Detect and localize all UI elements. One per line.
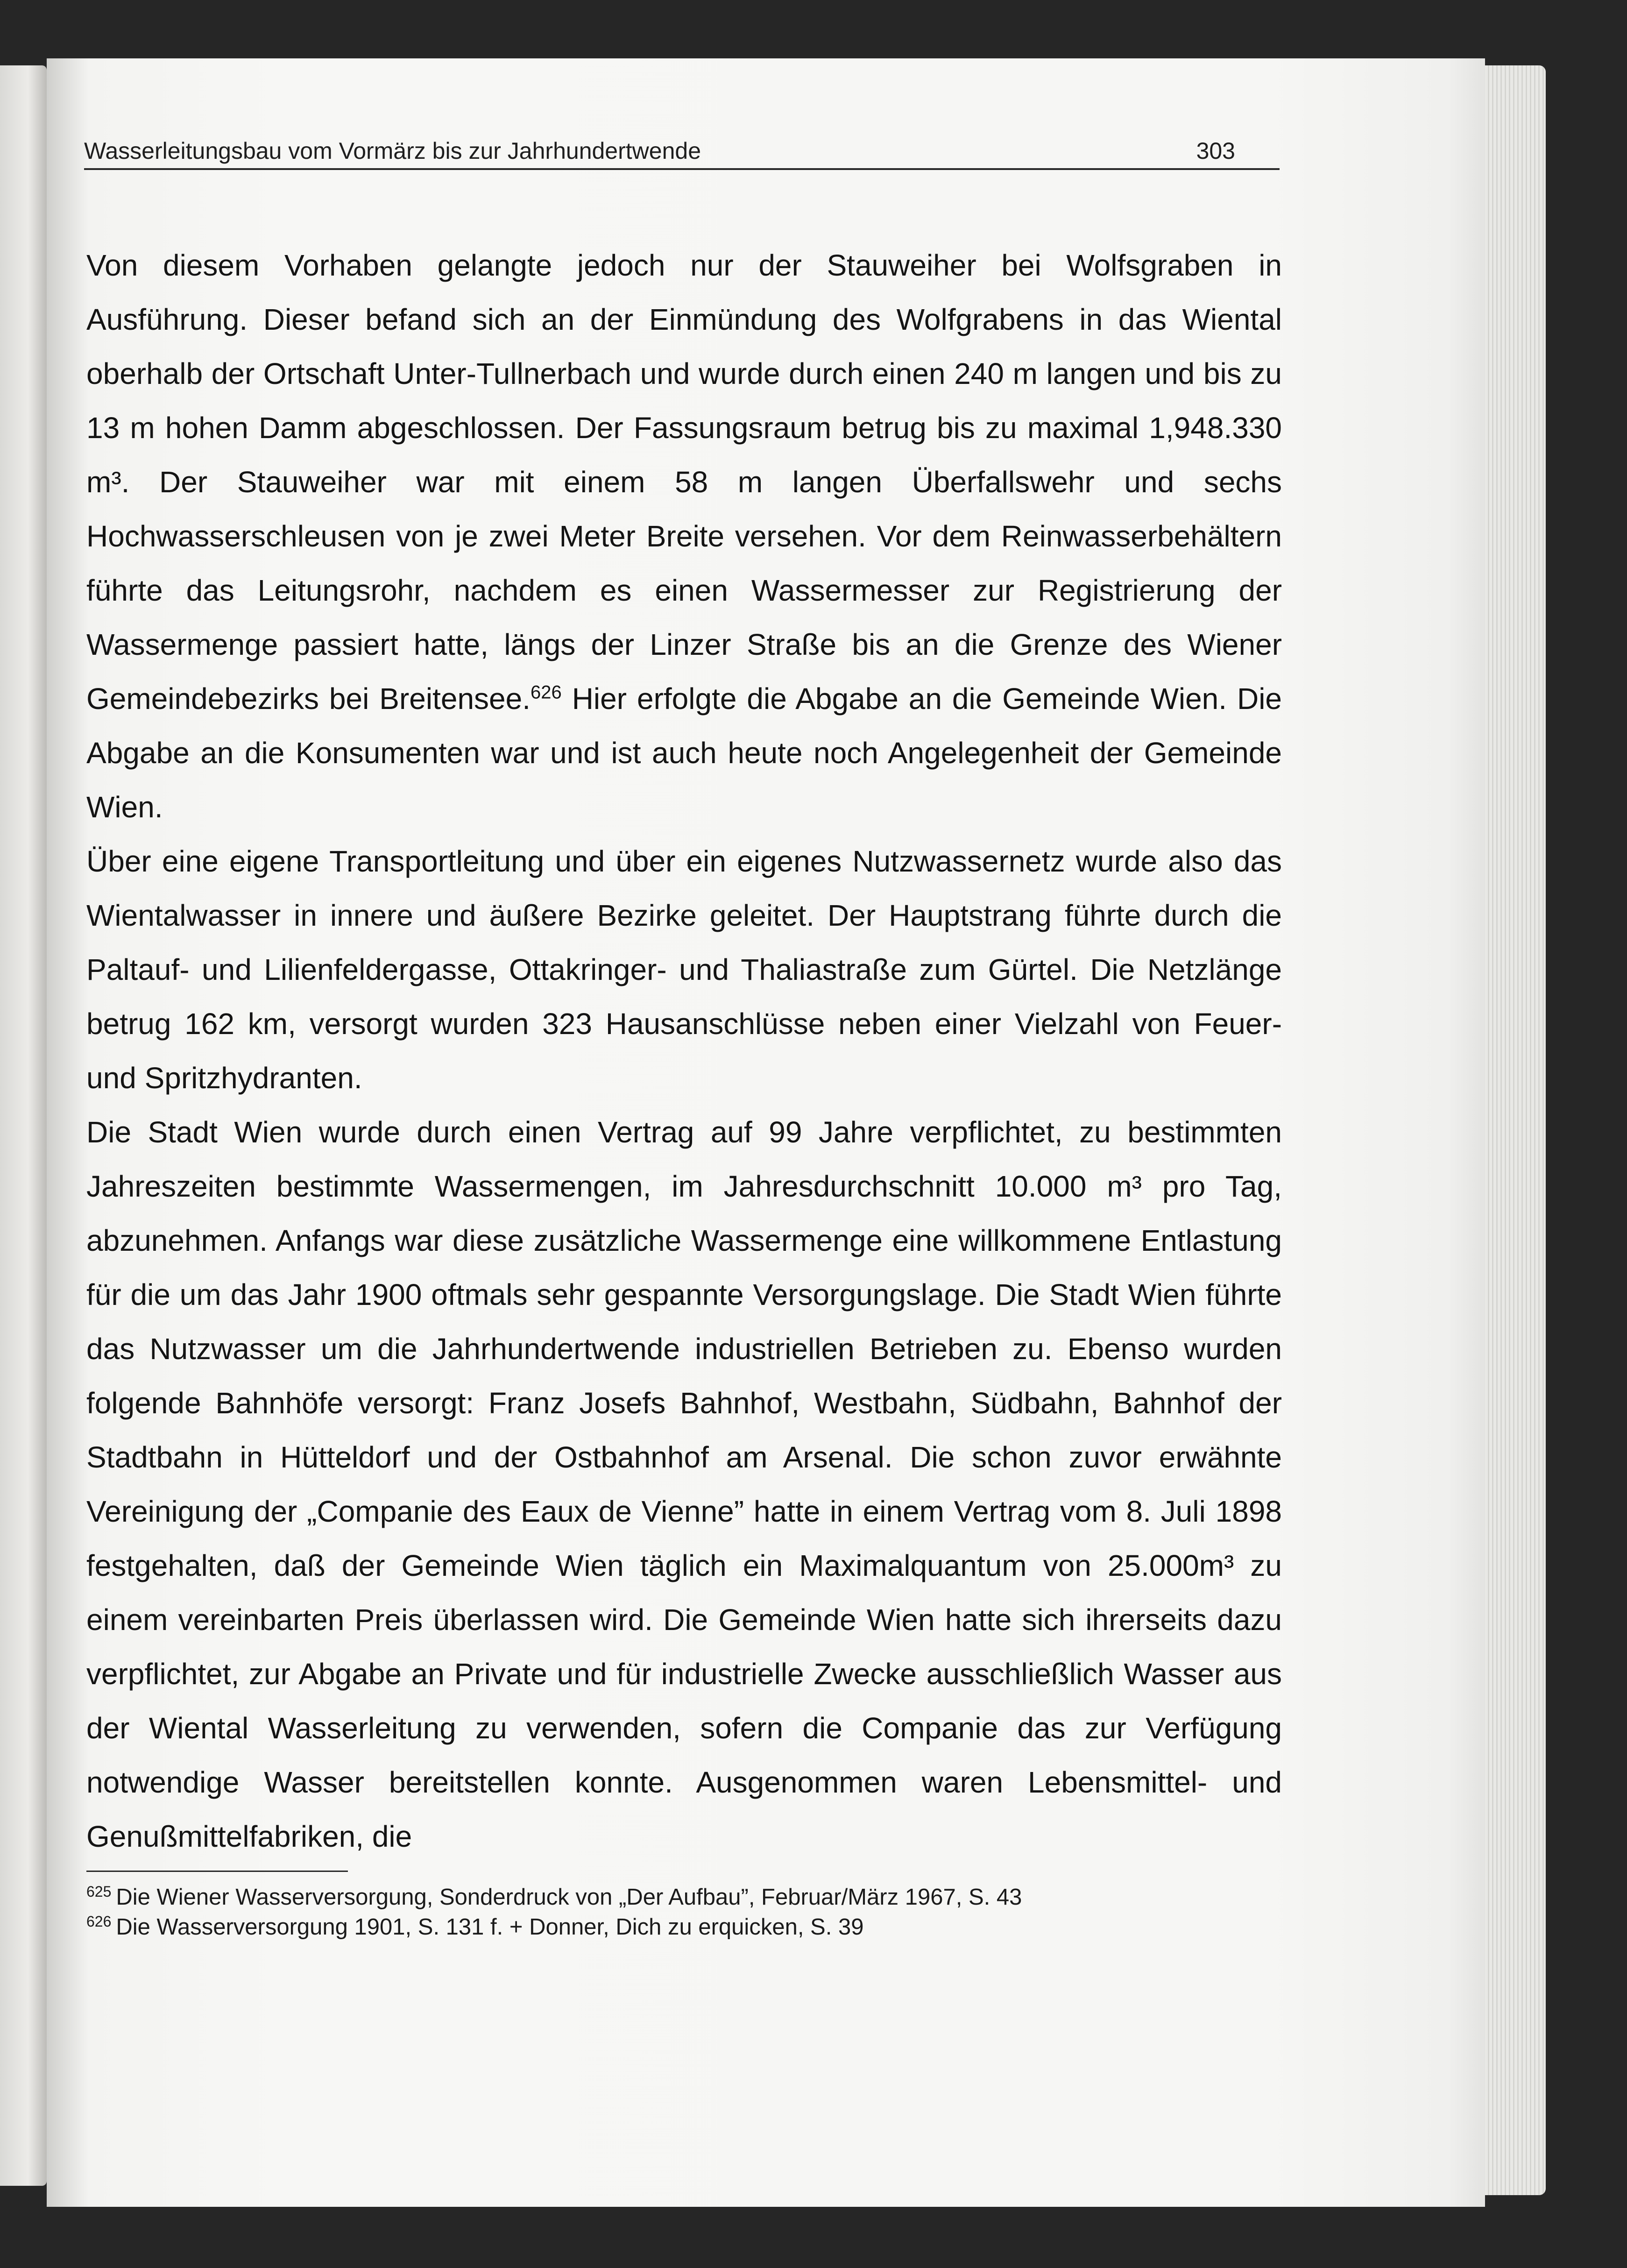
- paragraph-1-text: Von diesem Vorhaben gelangte jedoch nur der Stauweiher bei Wolfsgraben in Ausführung. Dieser befand sich an der Einmündung des Wolfgrabens in das Wiental oberhalb der Ortschaft Unter-Tullnerbach und wurde durch einen 240 m langen und bis zu 13 m hohen Damm abgeschlossen. Der Fassungsraum betrug bis zu maximal 1,948.330 m³. Der Stauweiher war mit einem 58 m langen Überfallswehr und sechs Hochwasserschleusen von je zwei Meter Breite versehen. Vor dem Reinwasserbehältern führte das Leitungsrohr, nachdem es einen Wassermesser zur Registrierung der Wassermenge passiert hatte, längs der Linzer Straße bis an die Grenze des Wiener Gemeindebezirks bei Breitensee.: [86, 248, 1282, 716]
- paragraph-2: Über eine eigene Transportleitung und über ein eigenes Nutzwassernetz wurde also das Wientalwasser in innere und äußere Bezirke geleitet. Der Hauptstrang führte durch die Paltauf- und Lilienfeldergasse, Ottakringer- und Thaliastraße zum Gürtel. Die Netzlänge betrug 162 km, versorgt wurden 323 Hausanschlüsse neben einer Vielzahl von Feuer- und Spritzhydranten.: [86, 844, 1282, 1095]
- footnote-625: [86, 1882, 1282, 1912]
- page-number: 303: [1196, 138, 1235, 164]
- paragraph-1: [86, 238, 1282, 834]
- footnote-number: 626: [86, 1913, 112, 1930]
- paragraph-1-continuation: Hier erfolgte die Abgabe an die Gemeinde Wien. Die Abgabe an die Konsumenten war und ist auch heute noch Angelegenheit der Gemeinde Wien.: [86, 682, 1282, 824]
- running-title: Wasserleitungsbau vom Vormärz bis zur Jahrhundertwende: [84, 138, 701, 164]
- page-header: [84, 131, 1280, 170]
- page-stack-edges: [1485, 65, 1546, 2195]
- facing-page-edge: [0, 65, 47, 2186]
- footnote-text: Die Wiener Wasserversorgung, Sonderdruck von „Der Aufbau”, Februar/März 1967, S. 43: [116, 1885, 1022, 1910]
- footnotes: [86, 1882, 1282, 1942]
- footnote-separator: [86, 1871, 348, 1872]
- footnote-text: Die Wasserversorgung 1901, S. 131 f. + Donner, Dich zu erquicken, S. 39: [116, 1914, 864, 1940]
- paragraph-3: Die Stadt Wien wurde durch einen Vertrag auf 99 Jahre verpflichtet, zu bestimmten Jahreszeiten bestimmte Wassermengen, im Jahresdurchschnitt 10.000 m³ pro Tag, abzunehmen. Anfangs war diese zusätzliche Wassermenge eine willkommene Entlastung für die um das Jahr 1900 oftmals sehr gespannte Versorgungslage. Die Stadt Wien führte das Nutzwasser um die Jahrhundertwende industriellen Betrieben zu. Ebenso wurden folgende Bahnhöfe versorgt: Franz Josefs Bahnhof, Westbahn, Südbahn, Bahnhof der Stadtbahn in Hütteldorf und der Ostbahnhof am Arsenal. Die schon zuvor erwähnte Vereinigung der „Companie des Eaux de Vienne” hatte in einem Vertrag vom 8. Juli 1898 festgehalten, daß der Gemeinde Wien täglich ein Maximalquantum von 25.000m³ zu einem vereinbarten Preis überlassen wird. Die Gemeinde Wien hatte sich ihrerseits dazu verpflichtet, zur Abgabe an Private und für industrielle Zwecke ausschließlich Wasser aus der Wiental Wasserleitung zu verwenden, sofern die Companie das zur Verfügung notwendige Wasser bereitstellen konnte. Ausgenommen waren Lebensmittel- und Genußmittelfabriken, die: [86, 1115, 1282, 1853]
- footnote-number: 625: [86, 1883, 112, 1900]
- body-text: [86, 238, 1282, 1864]
- footnote-626: [86, 1912, 1282, 1942]
- footnote-reference-626: 626: [531, 682, 562, 703]
